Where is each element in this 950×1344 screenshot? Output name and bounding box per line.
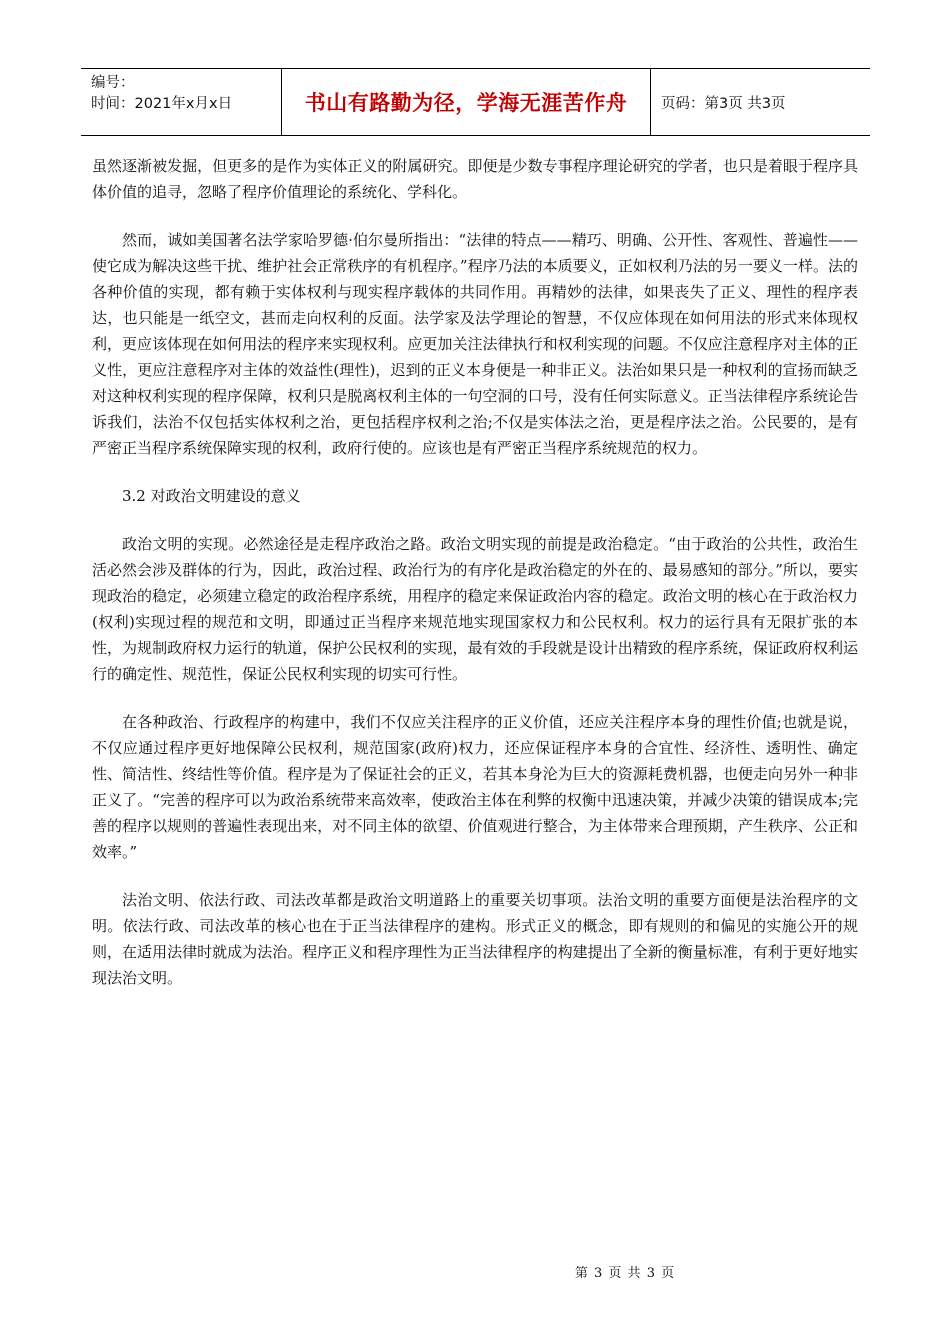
document-body: [92, 153, 858, 1013]
header-meta: [81, 69, 282, 135]
section-heading: 3.2 对政治文明建设的意义: [122, 487, 301, 505]
header-motto: 书山有路勤为径，学海无涯苦作舟: [282, 69, 651, 135]
time-label: 时间：2021年x月x日: [91, 96, 233, 112]
paragraph-2: 然而，诚如美国著名法学家哈罗德·伯尔曼所指出：“法律的特点——精巧、明确、公开性、客观性、普遍性——使它成为解决这些干扰、维护社会正常秩序的有机程序。”程序乃法的本质要义，正如权利乃法的另一要义一样。法的各种价值的实现，都有赖于实体权利与现实程序载体的共同作用。再精妙的法律，如果丧失了正义、理性的程序表达，也只能是一纸空文，甚而走向权利的反面。法学家及法学理论的智慧，不仅应体现在如何用法的形式来体现权利，更应该体现在如何用法的程序来实现权利。应更加关注法律执行和权利实现的问题。不仅应注意程序对主体的正义性，更应注意程序对主体的效益性(理性)，迟到的正义本身便是一种非正义。法治如果只是一种权利的宣扬而缺乏对这种权利实现的程序保障，权利只是脱离权利主体的一句空洞的口号，没有任何实际意义。正当法律程序系统论告诉我们，法治不仅包括实体权利之治，更包括程序权利之治;不仅是实体法之治，更是程序法之治。公民要的，是有严密正当程序系统保障实现的权利，政府行使的。应该也是有严密正当程序系统规范的权力。: [92, 231, 858, 457]
number-label: 编号：: [91, 75, 135, 91]
paragraph-5: 法治文明、依法行政、司法改革都是政治文明道路上的重要关切事项。法治文明的重要方面便是法治程序的文明。依法行政、司法改革的核心也在于正当法律程序的建构。形式正义的概念，即有规则的和偏见的实施公开的规则，在适用法律时就成为法治。程序正义和程序理性为正当法律程序的构建提出了全新的衡量标准，有利于更好地实现法治文明。: [92, 891, 858, 987]
page-footer: 第 3 页 共 3 页: [574, 1266, 676, 1281]
paragraph-3: 政治文明的实现。必然途径是走程序政治之路。政治文明实现的前提是政治稳定。“由于政治的公共性，政治生活必然会涉及群体的行为，因此，政治过程、政治行为的有序化是政治稳定的外在的、最易感知的部分。”所以，要实现政治的稳定，必须建立稳定的政治程序系统，用程序的稳定来保证政治内容的稳定。政治文明的核心在于政治权力(权利)实现过程的规范和文明，即通过正当程序来规范地实现国家权力和公民权利。权力的运行具有无限扩张的本性，为规制政府权力运行的轨道，保护公民权利的实现，最有效的手段就是设计出精致的程序系统，保证政府权利运行的确定性、规范性，保证公民权利实现的切实可行性。: [92, 535, 858, 683]
paragraph-1: 虽然逐渐被发掘，但更多的是作为实体正义的附属研究。即便是少数专事程序理论研究的学者，也只是着眼于程序具体价值的追寻，忽略了程序价值理论的系统化、学科化。: [92, 157, 858, 201]
paragraph-4: 在各种政治、行政程序的构建中，我们不仅应关注程序的正义价值，还应关注程序本身的理性价值;也就是说，不仅应通过程序更好地保障公民权利，规范国家(政府)权力，还应保证程序本身的合宜性、经济性、透明性、确定性、简洁性、终结性等价值。程序是为了保证社会的正义，若其本身沦为巨大的资源耗费机器，也便走向另外一种非正义了。“完善的程序可以为政治系统带来高效率，使政治主体在利弊的权衡中迅速决策，并减少决策的错误成本;完善的程序以规则的普遍性表现出来，对不同主体的欲望、价值观进行整合，为主体带来合理预期，产生秩序、公正和效率。”: [92, 713, 858, 861]
document-header: [81, 68, 870, 136]
header-page-label: 页码：第3页 共3页: [661, 95, 786, 112]
